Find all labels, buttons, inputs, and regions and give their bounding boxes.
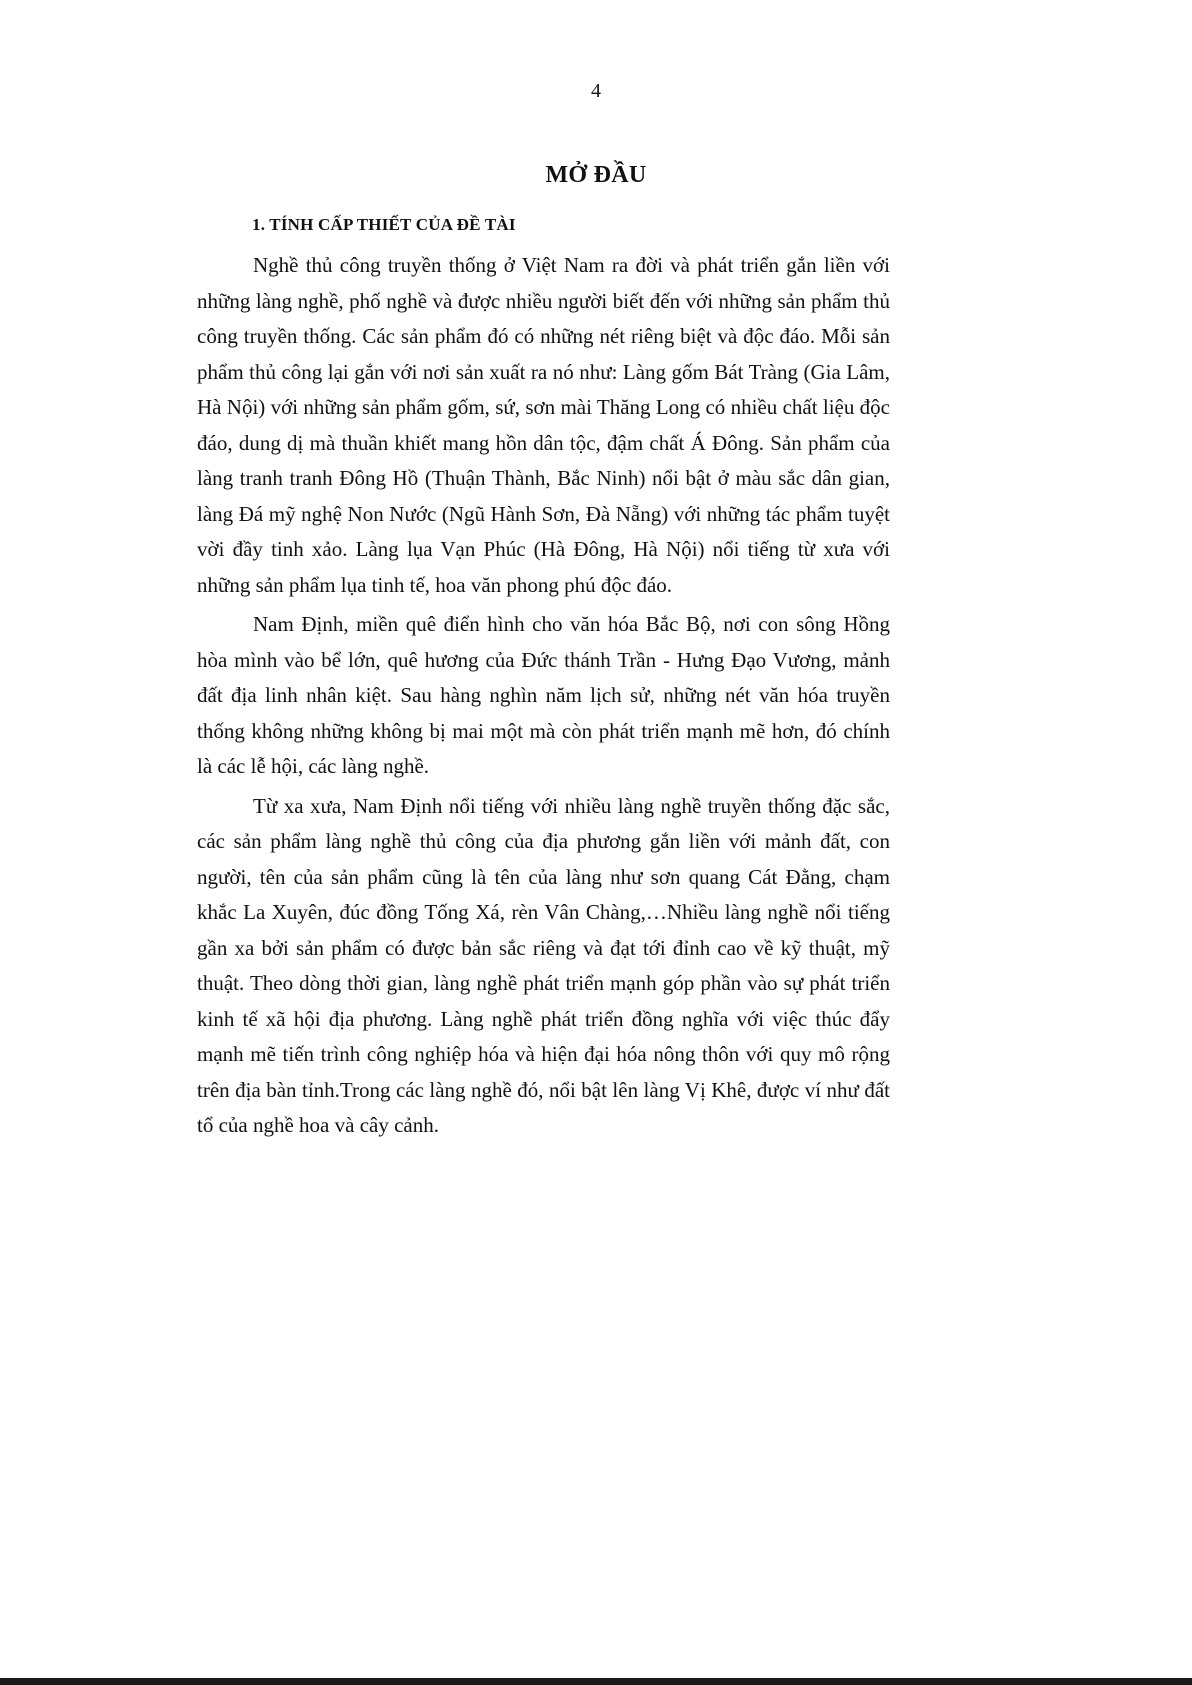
paragraph-2: Nam Định, miền quê điển hình cho văn hóa Bắc Bộ, nơi con sông Hồng hòa mình vào bể lớn, quê hương của Đức thánh Trần - Hưng Đạo Vương, mảnh đất địa linh nhân kiệt. Sau hàng nghìn năm lịch sử, những nét văn hóa truyền thống không những không bị mai một mà còn phát triển mạnh mẽ hơn, đó chính là các lễ hội, các làng nghề. <box>197 612 890 778</box>
paragraph-1: Nghề thủ công truyền thống ở Việt Nam ra đời và phát triển gắn liền với những làng nghề, phố nghề và được nhiều người biết đến với những sản phẩm thủ công truyền thống. Các sản phẩm đó có những nét riêng biệt và độc đáo. Mỗi sản phẩm thủ công lại gắn với nơi sản xuất ra nó như: Làng gốm Bát Tràng (Gia Lâm, Hà Nội) với những sản phẩm gốm, sứ, sơn mài Thăng Long có nhiều chất liệu độc đáo, dung dị mà thuần khiết mang hồn dân tộc, đậm chất Á Đông. Sản phẩm của làng tranh tranh Đông Hồ (Thuận Thành, Bắc Ninh) nổi bật ở màu sắc dân gian, làng Đá mỹ nghệ Non Nước (Ngũ Hành Sơn, Đà Nẵng) với những tác phẩm tuyệt vời đầy tinh xảo. Làng lụa Vạn Phúc (Hà Đông, Hà Nội) nổi tiếng từ xưa với những sản phẩm lụa tinh tế, hoa văn phong phú độc đáo. <box>197 253 890 597</box>
paragraph-3: Từ xa xưa, Nam Định nổi tiếng với nhiều làng nghề truyền thống đặc sắc, các sản phẩm làng nghề thủ công của địa phương gắn liền với mảnh đất, con người, tên của sản phẩm cũng là tên của làng như sơn quang Cát Đằng, chạm khắc La Xuyên, đúc đồng Tống Xá, rèn Vân Chàng,…Nhiều làng nghề nổi tiếng gần xa bởi sản phẩm có được bản sắc riêng và đạt tới đỉnh cao về kỹ thuật, mỹ thuật. Theo dòng thời gian, làng nghề phát triển mạnh góp phần vào sự phát triển kinh tế xã hội địa phương. Làng nghề phát triển đồng nghĩa với việc thúc đẩy mạnh mẽ tiến trình công nghiệp hóa và hiện đại hóa nông thôn với quy mô rộng trên địa bàn tỉnh.Trong các làng nghề đó, nổi bật lên làng Vị Khê, được ví như đất tổ của nghề hoa và cây cảnh. <box>197 793 890 1137</box>
body-text <box>197 248 890 1144</box>
bottom-edge-divider <box>0 1678 1192 1685</box>
chapter-title: MỞ ĐẦU <box>545 162 647 188</box>
page-number: 4 <box>591 80 601 102</box>
section-heading: 1. TÍNH CẤP THIẾT CỦA ĐỀ TÀI <box>252 215 516 234</box>
